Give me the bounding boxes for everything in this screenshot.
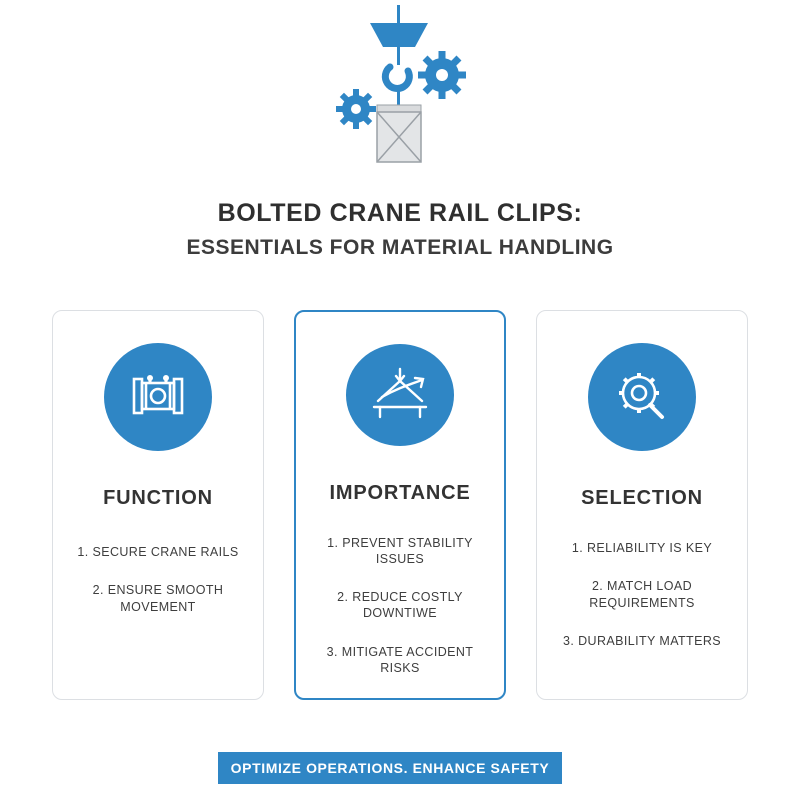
card-icon-circle [104, 343, 212, 451]
card-function[interactable] [52, 310, 264, 700]
card-list [296, 535, 504, 699]
card-icon-circle [588, 343, 696, 451]
card-selection[interactable] [536, 310, 748, 700]
gear-magnifier-icon [612, 369, 672, 425]
card-title: FUNCTION [103, 487, 213, 509]
title-block [0, 198, 800, 262]
stability-chart-icon [370, 367, 430, 423]
page-subtitle: ESSENTIALS FOR MATERIAL HANDLING [186, 236, 614, 260]
list-item: 2. REDUCE COSTLY DOWNTIWE [337, 590, 463, 621]
crane-hook-gears-crate-icon [315, 5, 485, 180]
list-item: 2. MATCH LOAD REQUIREMENTS [589, 579, 695, 610]
card-row [52, 310, 748, 700]
card-list [537, 540, 747, 671]
rail-clip-icon [128, 369, 188, 425]
list-item: 1. RELIABILITY IS KEY [571, 541, 713, 555]
list-item: 3. MITIGATE ACCIDENT RISKS [326, 644, 474, 675]
card-list [53, 544, 263, 637]
card-title: IMPORTANCE [329, 481, 471, 504]
card-importance[interactable] [294, 310, 506, 700]
page-title: BOLTED CRANE RAIL CLIPS: [217, 199, 583, 227]
list-item: 3. DURABILITY MATTERS [563, 633, 721, 648]
list-item: 1. SECURE CRANE RAILS [77, 545, 239, 559]
card-icon-circle [346, 344, 454, 446]
footer-banner: OPTIMIZE OPERATIONS. ENHANCE SAFETY [218, 752, 562, 784]
hero-illustration [0, 0, 800, 185]
card-title: SELECTION [581, 487, 703, 509]
list-item: 2. ENSURE SMOOTH MOVEMENT [92, 583, 224, 614]
list-item: 1. PREVENT STABILITY ISSUES [327, 535, 473, 566]
